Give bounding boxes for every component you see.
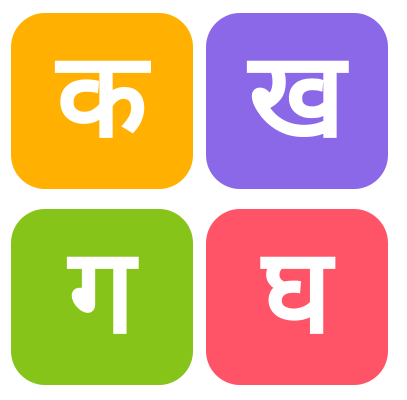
letter-gha: घ — [262, 222, 332, 360]
tile-kha — [206, 13, 388, 189]
letter-ga: ग — [68, 222, 136, 360]
tile-ka — [11, 13, 193, 189]
letter-kha: ख — [248, 26, 346, 164]
tile-gha — [206, 209, 388, 385]
tile-ga — [11, 209, 193, 385]
letter-ka: क — [56, 26, 148, 164]
